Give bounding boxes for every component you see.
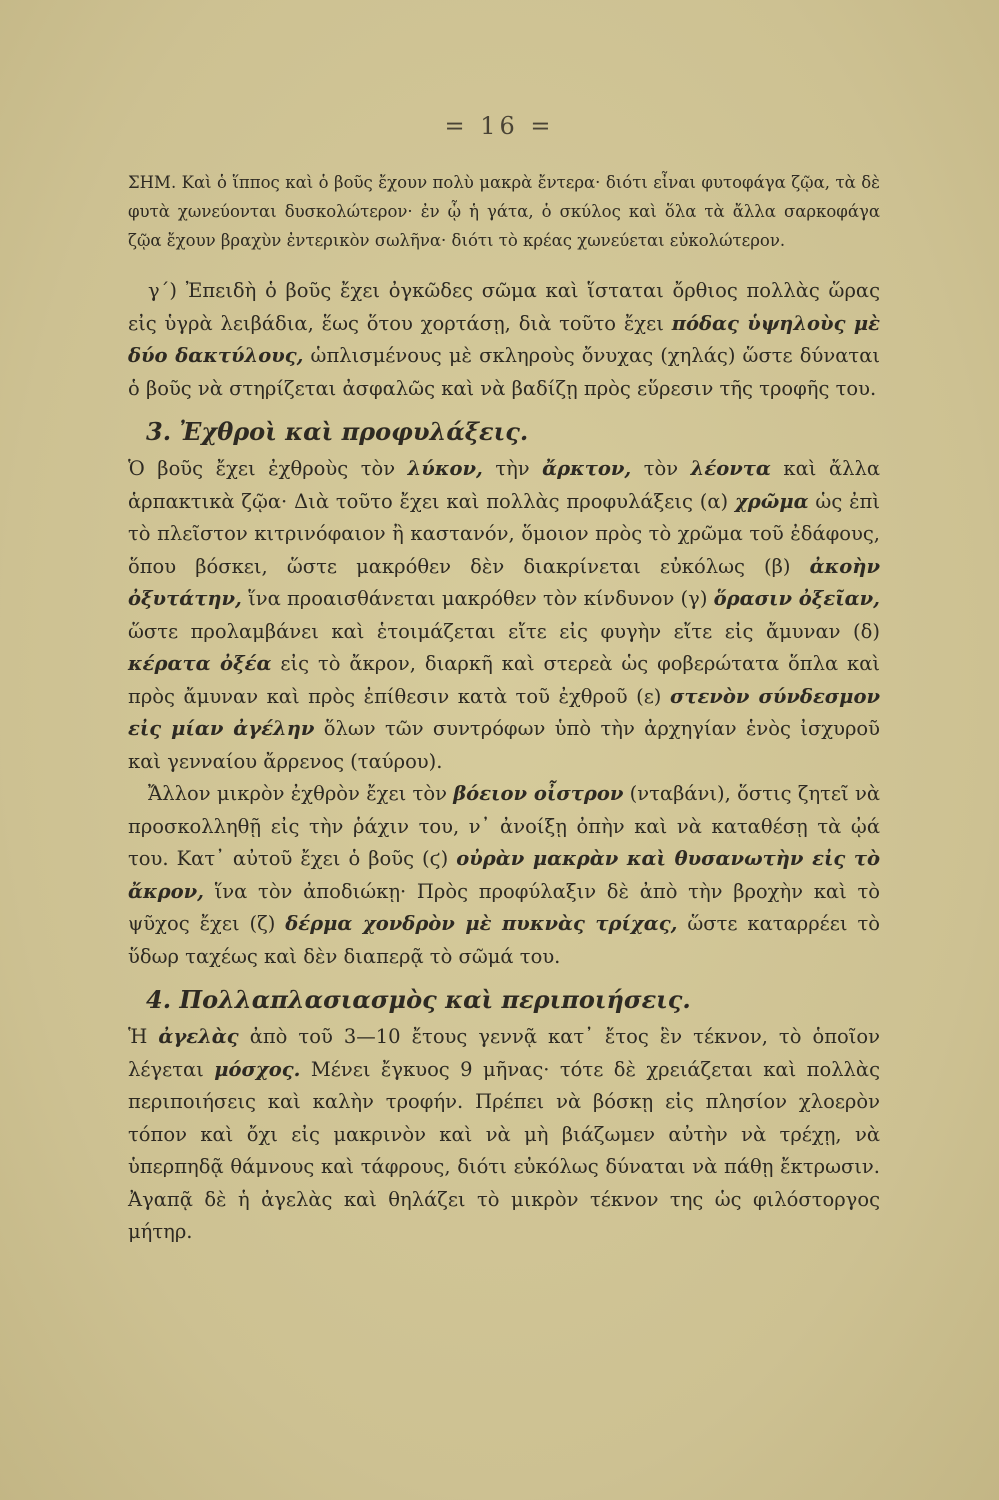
emphasis-term: μόσχος. xyxy=(214,1057,301,1081)
text-run: ὡς ἐπὶ τὸ πλεῖστον κιτρινόφαιον ἢ καστανόν, ὅμοιον πρὸς τὸ χρῶμα τοῦ ἐδάφους, ὅπου βόσκει, ὥστε μακρόθεν δὲν διακρίνεται εὐκόλως (β) xyxy=(128,489,880,578)
paragraph-reproduction xyxy=(128,1021,880,1249)
section-heading-enemies: 3. Ἐχθροὶ καὶ προφυλάξεις. xyxy=(146,417,529,446)
text-run: ἵνα τὸν ἀποδιώκῃ· Πρὸς προφύλαξιν δὲ ἀπὸ τὴν βροχὴν καὶ τὸ ψῦχος ἔχει (ζ) xyxy=(128,879,880,935)
emphasis-term: δέρμα χονδρὸν μὲ πυκνὰς τρίχας, xyxy=(285,912,678,935)
text-run: ὥστε καταρρέει τὸ ὕδωρ ταχέως καὶ δὲν διαπερᾷ τὸ σῶμά του. xyxy=(128,912,880,968)
emphasis-term: κέρατα ὀξέα xyxy=(128,652,272,675)
emphasis-term: βόειον οἶστρον xyxy=(453,782,624,805)
emphasis-term: χρῶμα xyxy=(734,489,809,513)
text-run: Ἄλλον μικρὸν ἐχθρὸν ἔχει τὸν xyxy=(148,782,454,805)
emphasis-term: ἀγελὰς xyxy=(158,1025,239,1048)
text-run: εἰς τὸ ἄκρον, διαρκῆ καὶ στερεὰ ὡς φοβερώτατα ὅπλα καὶ πρὸς ἄμυναν καὶ πρὸς ἐπίθεσιν κατὰ τοῦ ἐχθροῦ (ε) xyxy=(128,652,881,708)
text-run: Ἡ xyxy=(128,1025,159,1048)
text-run: ὡπλισμένους μὲ σκληροὺς ὄνυχας (χηλάς) ὥστε δύναται ὁ βοῦς νὰ στηρίζεται ἀσφαλῶς καὶ νὰ βαδίζῃ πρὸς εὕρεσιν τῆς τροφῆς του. xyxy=(128,344,881,400)
emphasis-term: ἀκοὴν ὀξυτάτην, xyxy=(128,554,880,610)
emphasis-term: ὅρασιν ὀξεῖαν, xyxy=(713,587,880,610)
paragraph-oestrus xyxy=(128,778,880,973)
paragraph-gamma xyxy=(128,275,880,405)
text-run: γ΄) Ἐπειδὴ ὁ βοῦς ἔχει ὀγκῶδες σῶμα καὶ ἵσταται ὄρθιος πολλὰς ὥρας εἰς ὑγρὰ λειβάδια, ἕως ὅτου χορτάσῃ, διὰ τοῦτο ἔχει xyxy=(128,279,880,335)
section-heading-reproduction: 4. Πολλαπλασιασμὸς καὶ περιποιήσεις. xyxy=(146,985,691,1014)
text-run: Ὁ βοῦς ἔχει ἐχθροὺς τὸν xyxy=(128,457,408,480)
text-run: καὶ ἄλλα ἁρπακτικὰ ζῷα· Διὰ τοῦτο ἔχει καὶ πολλὰς προφυλάξεις (α) xyxy=(128,457,880,513)
emphasis-term: στενὸν σύνδεσμον εἰς μίαν ἀγέλην xyxy=(128,684,880,740)
text-run: τὸν xyxy=(631,457,691,480)
emphasis-term: πόδας ὑψηλοὺς μὲ δύο δακτύλους, xyxy=(128,311,880,367)
emphasis-term: λέοντα xyxy=(690,457,771,480)
emphasis-term: λύκον, xyxy=(407,457,483,480)
text-run: (νταβάνι), ὅστις ζητεῖ νὰ προσκολληθῇ εἰς τὴν ῥάχιν του, ν᾽ ἀνοίξῃ ὀπὴν καὶ νὰ καταθέσῃ τὰ ᾠά του. Κατ᾽ αὐτοῦ ἔχει ὁ βοῦς (ϛ) xyxy=(128,782,881,870)
emphasis-term: ἄρκτον, xyxy=(542,457,632,480)
text-run: ὥστε προλαμβάνει καὶ ἑτοιμάζεται εἴτε εἰς φυγὴν εἴτε εἰς ἄμυναν (δ) xyxy=(128,619,880,643)
footnote-note: ΣΗΜ. Καὶ ὁ ἵππος καὶ ὁ βοῦς ἔχουν πολὺ μακρὰ ἔντερα· διότι εἶναι φυτοφάγα ζῷα, τὰ δὲ φυτὰ χωνεύονται δυσκολώτερον· ἐν ᾧ ἡ γάτα, ὁ σκύλος καὶ ὅλα τὰ ἄλλα σαρκοφάγα ζῷα ἔχουν βραχὺν ἐντερικὸν σωλῆνα· διότι τὸ κρέας χωνεύεται εὐκολώτερον. xyxy=(128,173,880,250)
emphasis-term: οὐρὰν μακρὰν καὶ θυσανωτὴν εἰς τὸ ἄκρον, xyxy=(128,847,881,903)
text-run: ἀπὸ τοῦ 3—10 ἔτους γεννᾷ κατ᾽ ἔτος ἓν τέκνον, τὸ ὁποῖον λέγεται xyxy=(128,1025,881,1081)
paragraph-enemies xyxy=(128,453,880,778)
page-content xyxy=(128,168,880,1249)
text-run: τὴν xyxy=(482,457,543,480)
page-number: = 16 = xyxy=(444,112,555,140)
text-run: ὅλων τῶν συντρόφων ὑπὸ τὴν ἀρχηγίαν ἑνὸς ἰσχυροῦ καὶ γενναίου ἄρρενος (ταύρου). xyxy=(128,717,880,773)
text-run: Μένει ἔγκυος 9 μῆνας· τότε δὲ χρειάζεται καὶ πολλὰς περιποιήσεις καὶ καλὴν τροφήν. Πρέπει νὰ βόσκῃ εἰς πλησίον χλοερὸν τόπον καὶ ὄχι εἰς μακρινὸν καὶ νὰ μὴ βιάζωμεν αὐτὴν νὰ τρέχῃ, νὰ ὑπερπηδᾷ θάμνους καὶ τάφρους, διότι εὐκόλως δύναται νὰ πάθῃ ἔκτρωσιν. Ἀγαπᾷ δὲ ἡ ἀγελὰς καὶ θηλάζει τὸ μικρὸν τέκνον της ὡς φιλόστοργος μήτηρ. xyxy=(128,1057,881,1243)
text-run: ἵνα προαισθάνεται μακρόθεν τὸν κίνδυνον (γ) xyxy=(241,587,714,610)
